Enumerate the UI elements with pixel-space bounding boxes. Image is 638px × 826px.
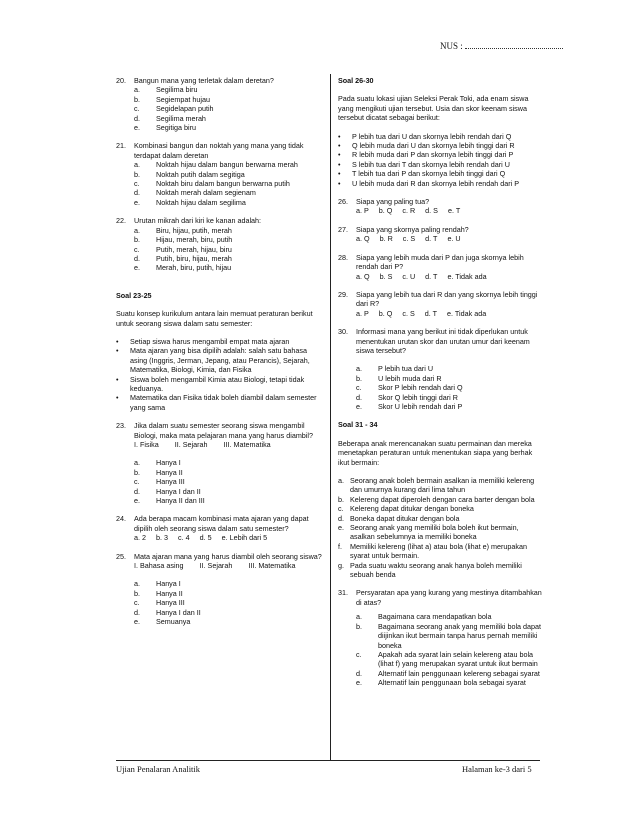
answer-choices: a. Q b. S c. U d. T e. Tidak ada xyxy=(356,271,487,281)
question-21: 21. Kombinasi bangun dan noktah yang mana yang tidak terdapat dalam deretan xyxy=(116,141,322,160)
rule-bullet: • Q lebih muda dari U dan skornya lebih tinggi dari R xyxy=(338,141,515,151)
nus-label: NUS : xyxy=(440,41,463,51)
game-rule: b. Kelereng dapat diperoleh dengan cara barter dengan bola xyxy=(338,494,535,504)
nus-blank-line xyxy=(465,40,563,49)
question-23: 23. Jika dalam suatu semester seorang siswa mengambil Biologi, maka mata pelajaran mana yang harus diambil? I. Fisika II. Sejarah III. Matematika xyxy=(116,421,322,449)
footer-rule xyxy=(116,760,540,761)
question-20-options xyxy=(134,85,322,132)
option: d. Skor Q lebih tinggi dari R xyxy=(356,392,458,402)
page-number: Halaman ke-3 dari 5 xyxy=(462,764,532,774)
question-25-options xyxy=(134,579,322,626)
game-rule: a. Seorang anak boleh bermain asalkan ia memiliki kelereng dan umurnya kurang dari lima tahun xyxy=(338,476,535,495)
question-text: Siapa yang skornya paling rendah? xyxy=(356,224,469,234)
statement-list: I. Fisika II. Sejarah III. Matematika xyxy=(134,440,271,449)
rule-bullet: • S lebih tua dari T dan skornya lebih rendah dari U xyxy=(338,159,510,169)
option: d. Hanya I dan II xyxy=(134,486,201,496)
left-column xyxy=(116,76,322,627)
option: b. Hanya II xyxy=(134,588,183,598)
rule-bullet: • P lebih tua dari U dan skornya lebih rendah dari Q xyxy=(338,131,512,141)
question-26: 26. Siapa yang paling tua? a. P b. Q c. R d. S e. T xyxy=(338,197,544,216)
question-text: Jika dalam suatu semester seorang siswa mengambil Biologi, maka mata pelajaran mana yang harus diambil? xyxy=(134,421,313,440)
option: e. Semuanya xyxy=(134,617,191,627)
nus-field xyxy=(440,40,563,51)
right-column xyxy=(338,76,544,688)
game-rule: d. Boneka dapat ditukar dengan bola xyxy=(338,513,460,523)
question-text: Urutan mikrah dari kiri ke kanan adalah: xyxy=(134,216,262,226)
option: e. Skor U lebih rendah dari P xyxy=(356,401,463,411)
question-text: Siapa yang paling tua? xyxy=(356,197,430,207)
rule-bullet: • Siswa boleh mengambil Kimia atau Biologi, tetapi tidak keduanya. xyxy=(116,374,305,393)
question-31: 31. Persyaratan apa yang kurang yang mestinya ditambahkan di atas? xyxy=(338,588,544,607)
section-heading-31-34: Soal 31 - 34 xyxy=(338,420,378,430)
answer-choices: a. P b. Q c. R d. S e. T xyxy=(356,206,461,216)
option: a. Hanya I xyxy=(134,579,181,589)
option: a. Bagaimana cara mendapatkan bola xyxy=(356,612,492,622)
option: e. Merah, biru, putih, hijau xyxy=(134,263,232,273)
option: c. Hanya III xyxy=(134,477,185,487)
option: e. Segitiga biru xyxy=(134,123,196,133)
question-22-options xyxy=(134,226,322,273)
section-intro: Suatu konsep kurikulum antara lain memuat peraturan berikut untuk seorang siswa dalam satu semester: xyxy=(116,309,313,328)
option: e. Hanya II dan III xyxy=(134,496,205,506)
question-20: 20. Bangun mana yang terletak dalam deretan? xyxy=(116,76,322,85)
option: c. Noktah biru dalam bangun berwarna putih xyxy=(134,179,290,189)
answer-choices: a. Q b. R c. S d. T e. U xyxy=(356,234,461,244)
option: b. U lebih muda dari R xyxy=(356,373,442,383)
game-rule: e. Seorang anak yang memiliki bola boleh ikut bermain, asalkan sebelumnya ia memiliki boneka xyxy=(338,523,519,542)
option: a. P lebih tua dari U xyxy=(356,364,434,374)
option: d. Segilima merah xyxy=(134,113,206,123)
game-rule: f. Memiliki kelereng (lihat a) atau bola (lihat e) merupakan syarat untuk bermain. xyxy=(338,541,527,561)
option: c. Hanya III xyxy=(134,598,185,608)
column-divider xyxy=(330,74,331,760)
option: d. Noktah merah dalam segienam xyxy=(134,188,256,198)
rule-bullet: • R lebih muda dari P dan skornya lebih tinggi dari P xyxy=(338,150,514,160)
footer-title: Ujian Penalaran Analitik xyxy=(116,764,201,774)
question-28: 28. Siapa yang lebih muda dari P dan juga skornya lebih rendah dari P? a. Q b. S c. U d. T e. Tidak ada xyxy=(338,253,544,281)
question-text: Persyaratan apa yang kurang yang mestinya ditambahkan di atas? xyxy=(356,588,542,607)
option: a. Biru, hijau, putih, merah xyxy=(134,225,232,235)
option: b. Hanya II xyxy=(134,467,183,477)
section-intro: Pada suatu lokasi ujian Seleksi Perak Toki, ada enam siswa yang mengikuti ujian tersebut. Usia dan skor keenam siswa tersebut dicatat sebagai berikut: xyxy=(338,94,529,123)
question-23-options xyxy=(134,458,322,505)
section-heading-26-30: Soal 26-30 xyxy=(338,76,374,85)
option: b. Noktah putih dalam segitiga xyxy=(134,169,245,179)
statement-list: I. Bahasa asing II. Sejarah III. Matematika xyxy=(134,561,296,571)
option: e. Alternatif lain penggunaan bola sebagai syarat xyxy=(356,678,526,688)
question-24: 24. Ada berapa macam kombinasi mata ajaran yang dapat dipilih oleh seorang siswa dalam satu semester? a. 2 b. 3 c. 4 d. 5 e. Lebih dari 5 xyxy=(116,514,322,542)
option: d. Hanya I dan II xyxy=(134,607,201,617)
rule-bullet: • Matematika dan Fisika tidak boleh diambil dalam semester yang sama xyxy=(116,393,317,412)
section-intro: Beberapa anak merencanakan suatu permainan dan mereka menetapkan peraturan untuk menentukan siapa yang berhak ikut bermain: xyxy=(338,438,533,467)
game-rule: c. Kelereng dapat ditukar dengan boneka xyxy=(338,504,474,514)
option: d. Alternatif lain penggunaan kelereng sebagai syarat xyxy=(356,668,540,678)
question-text: Mata ajaran mana yang harus diambil oleh seorang siswa? xyxy=(134,551,322,561)
option: e. Noktah hijau dalam segilima xyxy=(134,197,246,207)
option: b. Bagaimana seorang anak yang memiliki bola dapat diijinkan ikut bermain tanpa harus pernah memiliki boneka xyxy=(356,621,542,650)
rule-bullet: • Mata ajaran yang bisa dipilih adalah: salah satu bahasa asing (Inggris, Jerman, Jepang, atau Perancis), Sejarah, Matematika, Biologi, Kimia, dan Fisika xyxy=(116,346,310,375)
question-27: 27. Siapa yang skornya paling rendah? a. Q b. R c. S d. T e. U xyxy=(338,225,544,244)
question-21-options xyxy=(134,160,322,207)
rule-bullet: • T lebih tua dari P dan skornya lebih tinggi dari Q xyxy=(338,169,506,179)
question-31-options xyxy=(356,612,544,687)
question-text: Siapa yang lebih muda dari P dan juga skornya lebih rendah dari P? xyxy=(356,252,524,272)
game-rule: g. Pada suatu waktu seorang anak hanya boleh memiliki sebuah benda xyxy=(338,560,522,580)
answer-choices: a. 2 b. 3 c. 4 d. 5 e. Lebih dari 5 xyxy=(134,533,268,543)
question-text: Siapa yang lebih tua dari R dan yang skornya lebih tinggi dari R? xyxy=(356,289,538,309)
question-30-options xyxy=(356,364,544,411)
question-text: Bangun mana yang terletak dalam deretan? xyxy=(134,76,274,85)
answer-choices: a. P b. Q c. S d. T e. Tidak ada xyxy=(356,308,487,318)
option: a. Noktah hijau dalam bangun berwarna merah xyxy=(134,160,298,170)
question-text: Ada berapa macam kombinasi mata ajaran yang dapat dipilih oleh seorang siswa dalam satu semester? xyxy=(134,514,309,533)
option: b. Hijau, merah, biru, putih xyxy=(134,235,233,245)
option: c. Putih, merah, hijau, biru xyxy=(134,244,232,254)
question-text: Kombinasi bangun dan noktah yang mana yang tidak terdapat dalam deretan xyxy=(134,141,304,160)
question-22: 22. Urutan mikrah dari kiri ke kanan adalah: xyxy=(116,216,322,225)
question-30: 30. Informasi mana yang berikut ini tidak diperlukan untuk menentukan urutan skor dan urutan umur dari keenam siswa tersebut? xyxy=(338,327,544,355)
option: a. Segilima biru xyxy=(134,85,198,95)
rule-bullet: • U lebih muda dari R dan skornya lebih rendah dari P xyxy=(338,178,520,188)
question-25: 25. Mata ajaran mana yang harus diambil oleh seorang siswa? I. Bahasa asing II. Sejarah III. Matematika xyxy=(116,551,322,571)
option: b. Segiempat hujau xyxy=(134,94,210,104)
rule-bullet: • Setiap siswa harus mengambil empat mata ajaran xyxy=(116,336,290,346)
section-heading-23-25: Soal 23-25 xyxy=(116,290,152,300)
question-text: Informasi mana yang berikut ini tidak diperlukan untuk menentukan urutan skor dan urutan umur dari keenam siswa tersebut? xyxy=(356,327,530,355)
question-29: 29. Siapa yang lebih tua dari R dan yang skornya lebih tinggi dari R? a. P b. Q c. S d. T e. Tidak ada xyxy=(338,290,544,318)
option: c. Segidelapan putih xyxy=(134,104,214,114)
option: c. Skor P lebih rendah dari Q xyxy=(356,383,463,393)
option: a. Hanya I xyxy=(134,458,181,468)
option: d. Putih, biru, hijau, merah xyxy=(134,253,232,263)
option: c. Apakah ada syarat lain selain kelereng atau bola (lihat f) yang merupakan syarat untuk ikut bermain xyxy=(356,649,538,669)
